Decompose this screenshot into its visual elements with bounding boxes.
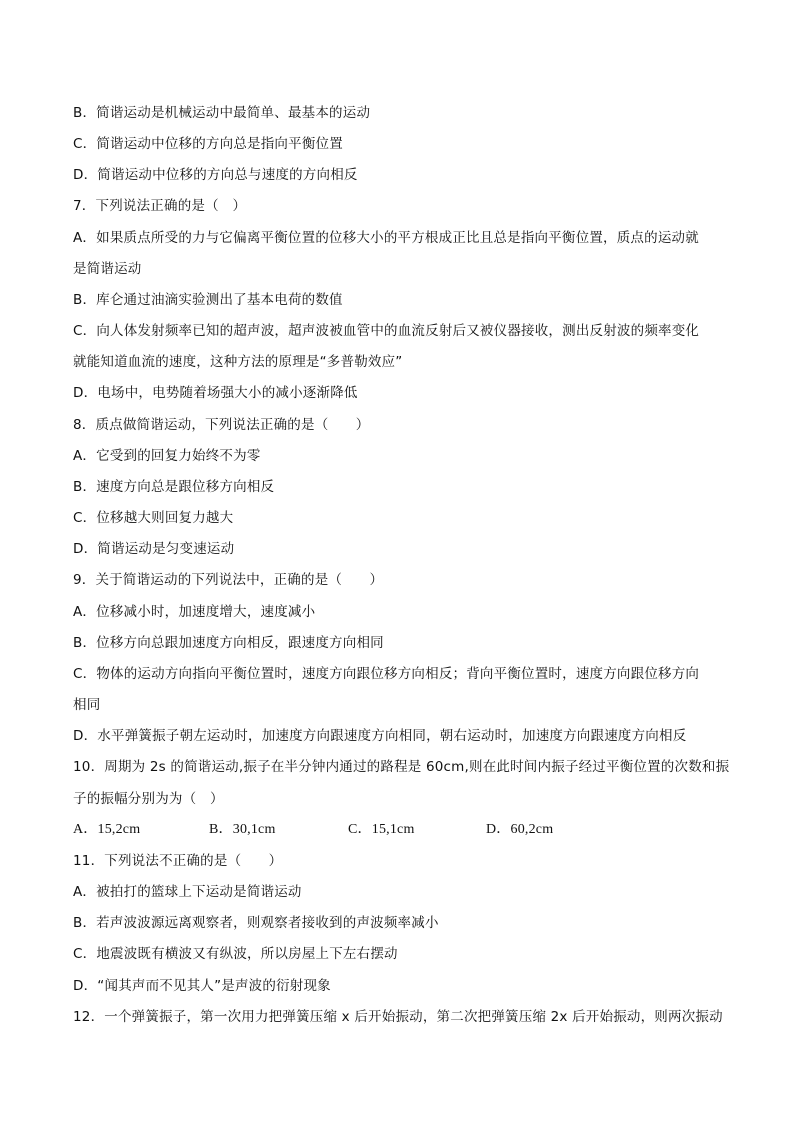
line-q11-stem: 11．下列说法不正确的是（ ） [73,853,283,869]
line-q9-option-c-cont: 相同 [73,697,101,713]
line-q8-option-d: D．简谐运动是匀变速运动 [73,541,235,557]
q10-option-b: B．30,1cm [209,822,276,837]
line-q9-option-d: D．水平弹簧振子朝左运动时，加速度方向跟速度方向相同，朝右运动时，加速度方向跟速度方向相反 [73,728,687,744]
line-q9-option-c: C．物体的运动方向指向平衡位置时，速度方向跟位移方向相反；背向平衡位置时，速度方向跟位移方向 [73,666,700,682]
line-q11-option-b: B．若声波波源远离观察者，则观察者接收到的声波频率减小 [73,915,439,931]
line-q11-option-d: D．“闻其声而不见其人”是声波的衍射现象 [73,978,331,994]
line-q7-option-c-cont: 就能知道血流的速度，这种方法的原理是“多普勒效应” [73,354,403,370]
line-q9-stem: 9．关于简谐运动的下列说法中，正确的是（ ） [73,572,384,588]
line-q7-option-a: A．如果质点所受的力与它偏离平衡位置的位移大小的平方根成正比且总是指向平衡位置，质点的运动就 [73,230,699,246]
line-q12-stem: 12．一个弹簧振子，第一次用力把弹簧压缩 x 后开始振动，第二次把弹簧压缩 2x 后开始振动，则两次振动 [73,1009,723,1025]
line-q8-option-c: C．位移越大则回复力越大 [73,510,234,526]
line-q6-option-b: B．简谐运动是机械运动中最简单、最基本的运动 [73,105,371,121]
line-q7-option-d: D．电场中，电势随着场强大小的减小逐渐降低 [73,385,358,401]
line-q6-option-c: C．简谐运动中位移的方向总是指向平衡位置 [73,136,343,152]
line-q7-option-b: B．库仑通过油滴实验测出了基本电荷的数值 [73,292,343,308]
line-q11-option-c: C．地震波既有横波又有纵波，所以房屋上下左右摆动 [73,946,398,962]
line-q10-stem-cont: 子的振幅分别为为（ ） [73,791,224,807]
q10-options-row [73,821,713,839]
line-q8-option-b: B．速度方向总是跟位移方向相反 [73,479,275,495]
line-q6-option-d: D．简谐运动中位移的方向总与速度的方向相反 [73,167,358,183]
q10-option-d: D．60,2cm [486,822,554,837]
line-q9-option-a: A．位移减小时，加速度增大，速度减小 [73,604,316,620]
q10-option-c: C．15,1cm [348,822,415,837]
line-q8-option-a: A．它受到的回复力始终不为零 [73,448,261,464]
line-q7-option-a-cont: 是简谐运动 [73,261,142,277]
line-q7-stem: 7．下列说法正确的是（ ） [73,198,247,214]
q10-option-a: A．15,2cm [73,822,141,837]
line-q8-stem: 8．质点做简谐运动，下列说法正确的是（ ） [73,417,370,433]
line-q7-option-c: C．向人体发射频率已知的超声波，超声波被血管中的血流反射后又被仪器接收，测出反射波的频率变化 [73,323,700,339]
line-q11-option-a: A．被拍打的篮球上下运动是简谐运动 [73,884,302,900]
line-q9-option-b: B．位移方向总跟加速度方向相反，跟速度方向相同 [73,635,384,651]
line-q10-stem: 10．周期为 2s 的简谐运动,振子在半分钟内通过的路程是 60cm,则在此时间内振子经过平衡位置的次数和振 [73,759,730,775]
